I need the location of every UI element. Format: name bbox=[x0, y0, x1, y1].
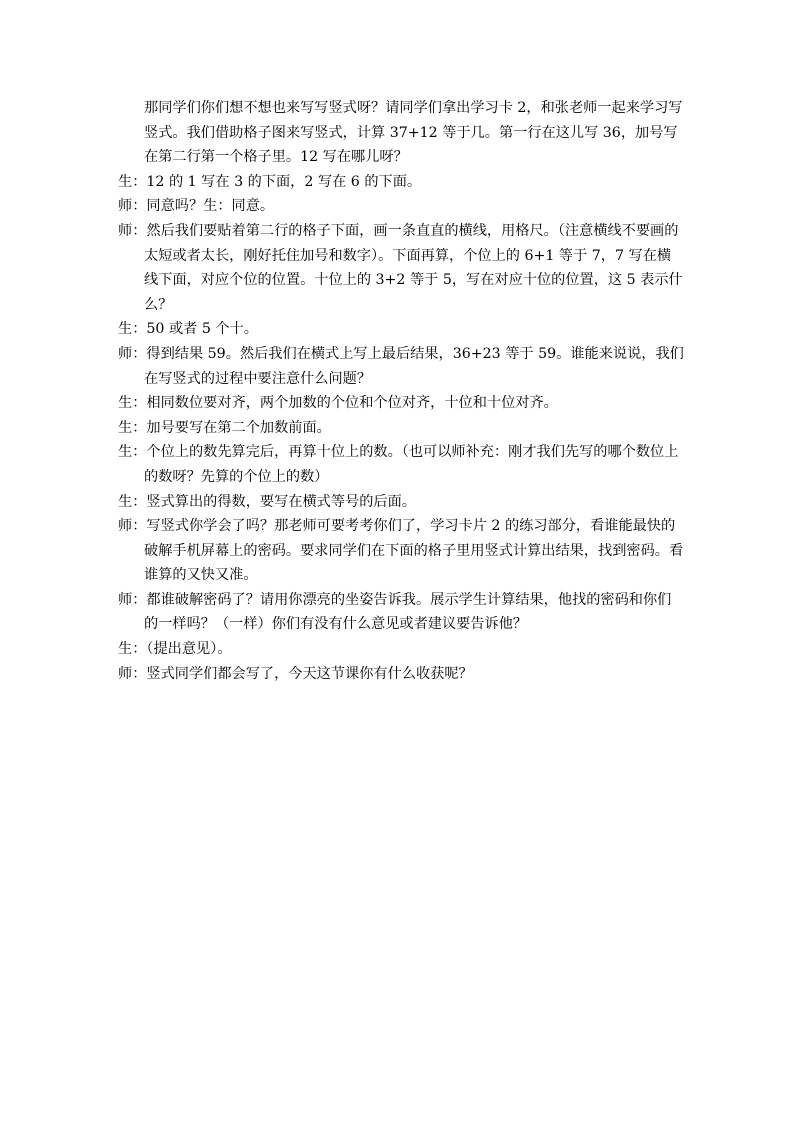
dialogue-text: 12 的 1 写在 3 的下面，2 写在 6 的下面。 bbox=[146, 173, 422, 190]
dialogue-text: 竖式算出的得数，要写在横式等号的后面。 bbox=[146, 493, 416, 510]
dialogue-text: 个位上的数先算完后，再算十位上的数。（也可以师补充：刚才我们先写的哪个数位上的数呀？先算的个位上的数） bbox=[144, 444, 679, 485]
dialogue-line bbox=[118, 662, 684, 687]
speaker-label: 生： bbox=[118, 641, 147, 658]
dialogue-line bbox=[118, 342, 684, 391]
dialogue-line bbox=[118, 588, 684, 637]
dialogue-line bbox=[118, 637, 684, 662]
speaker-label: 师： bbox=[118, 222, 147, 239]
dialogue-text: 同意吗？生：同意。 bbox=[146, 198, 275, 215]
speaker-label: 师： bbox=[118, 198, 147, 215]
speaker-label: 师： bbox=[118, 345, 147, 362]
speaker-label: 师： bbox=[118, 518, 147, 535]
dialogue-line bbox=[118, 391, 684, 416]
dialogue-text: （提出意见）。 bbox=[146, 641, 232, 658]
dialogue-text: 写竖式你学会了吗？那老师可要考考你们了，学习卡片 2 的练习部分，看谁能最快的破解手机屏幕上的密码。要求同学们在下面的格子里用竖式计算出结果，找到密码。看谁算的又快又准。 bbox=[144, 518, 684, 584]
dialogue-line bbox=[118, 440, 684, 489]
dialogue-line bbox=[118, 490, 684, 515]
paragraph-text: 那同学们你们想不想也来写写竖式呀？请同学们拿出学习卡 2，和张老师一起来学习写竖式。我们借助格子图来写竖式，计算 37+12 等于几。第一行在这儿写 36，加号写在第二行第一个格子里。12 写在哪儿呀？ bbox=[144, 100, 683, 166]
dialogue-text: 相同数位要对齐，两个加数的个位和个位对齐，十位和十位对齐。 bbox=[146, 395, 558, 412]
speaker-label: 生： bbox=[118, 419, 147, 436]
dialogue-text: 加号要写在第二个加数前面。 bbox=[146, 419, 331, 436]
paragraph-intro bbox=[118, 96, 684, 170]
speaker-label: 师： bbox=[118, 591, 147, 608]
dialogue-line bbox=[118, 514, 684, 588]
speaker-label: 生： bbox=[118, 444, 147, 461]
speaker-label: 生： bbox=[118, 493, 147, 510]
speaker-label: 生： bbox=[118, 173, 147, 190]
dialogue-line bbox=[118, 219, 684, 317]
dialogue-line bbox=[118, 194, 684, 219]
dialogue-text: 竖式同学们都会写了，今天这节课你有什么收获呢？ bbox=[146, 665, 473, 682]
dialogue-text: 得到结果 59。然后我们在横式上写上最后结果，36+23 等于 59。谁能来说说，我们在写竖式的过程中要注意什么问题？ bbox=[144, 345, 684, 387]
dialogue-line bbox=[118, 170, 684, 195]
dialogue-text: 然后我们要贴着第二行的格子下面，画一条直直的横线，用格尺。（注意横线不要画的太短或者太长，刚好托住加号和数字）。下面再算，个位上的 6+1 等于 7，7 写在横线下面，对应个位的位置。十位上的 3+2 等于 5，写在对应十位的位置，这 5 表示什么？ bbox=[144, 222, 683, 313]
speaker-label: 师： bbox=[118, 665, 147, 682]
speaker-label: 生： bbox=[118, 321, 147, 338]
dialogue-text: 都谁破解密码了？请用你漂亮的坐姿告诉我。展示学生计算结果，他找的密码和你们的一样吗？（一样）你们有没有什么意见或者建议要告诉他？ bbox=[144, 591, 672, 633]
speaker-label: 生： bbox=[118, 395, 147, 412]
dialogue-line bbox=[118, 317, 684, 342]
dialogue-text: 50 或者 5 个十。 bbox=[146, 321, 258, 338]
dialogue-line bbox=[118, 416, 684, 441]
document-page bbox=[118, 96, 684, 686]
